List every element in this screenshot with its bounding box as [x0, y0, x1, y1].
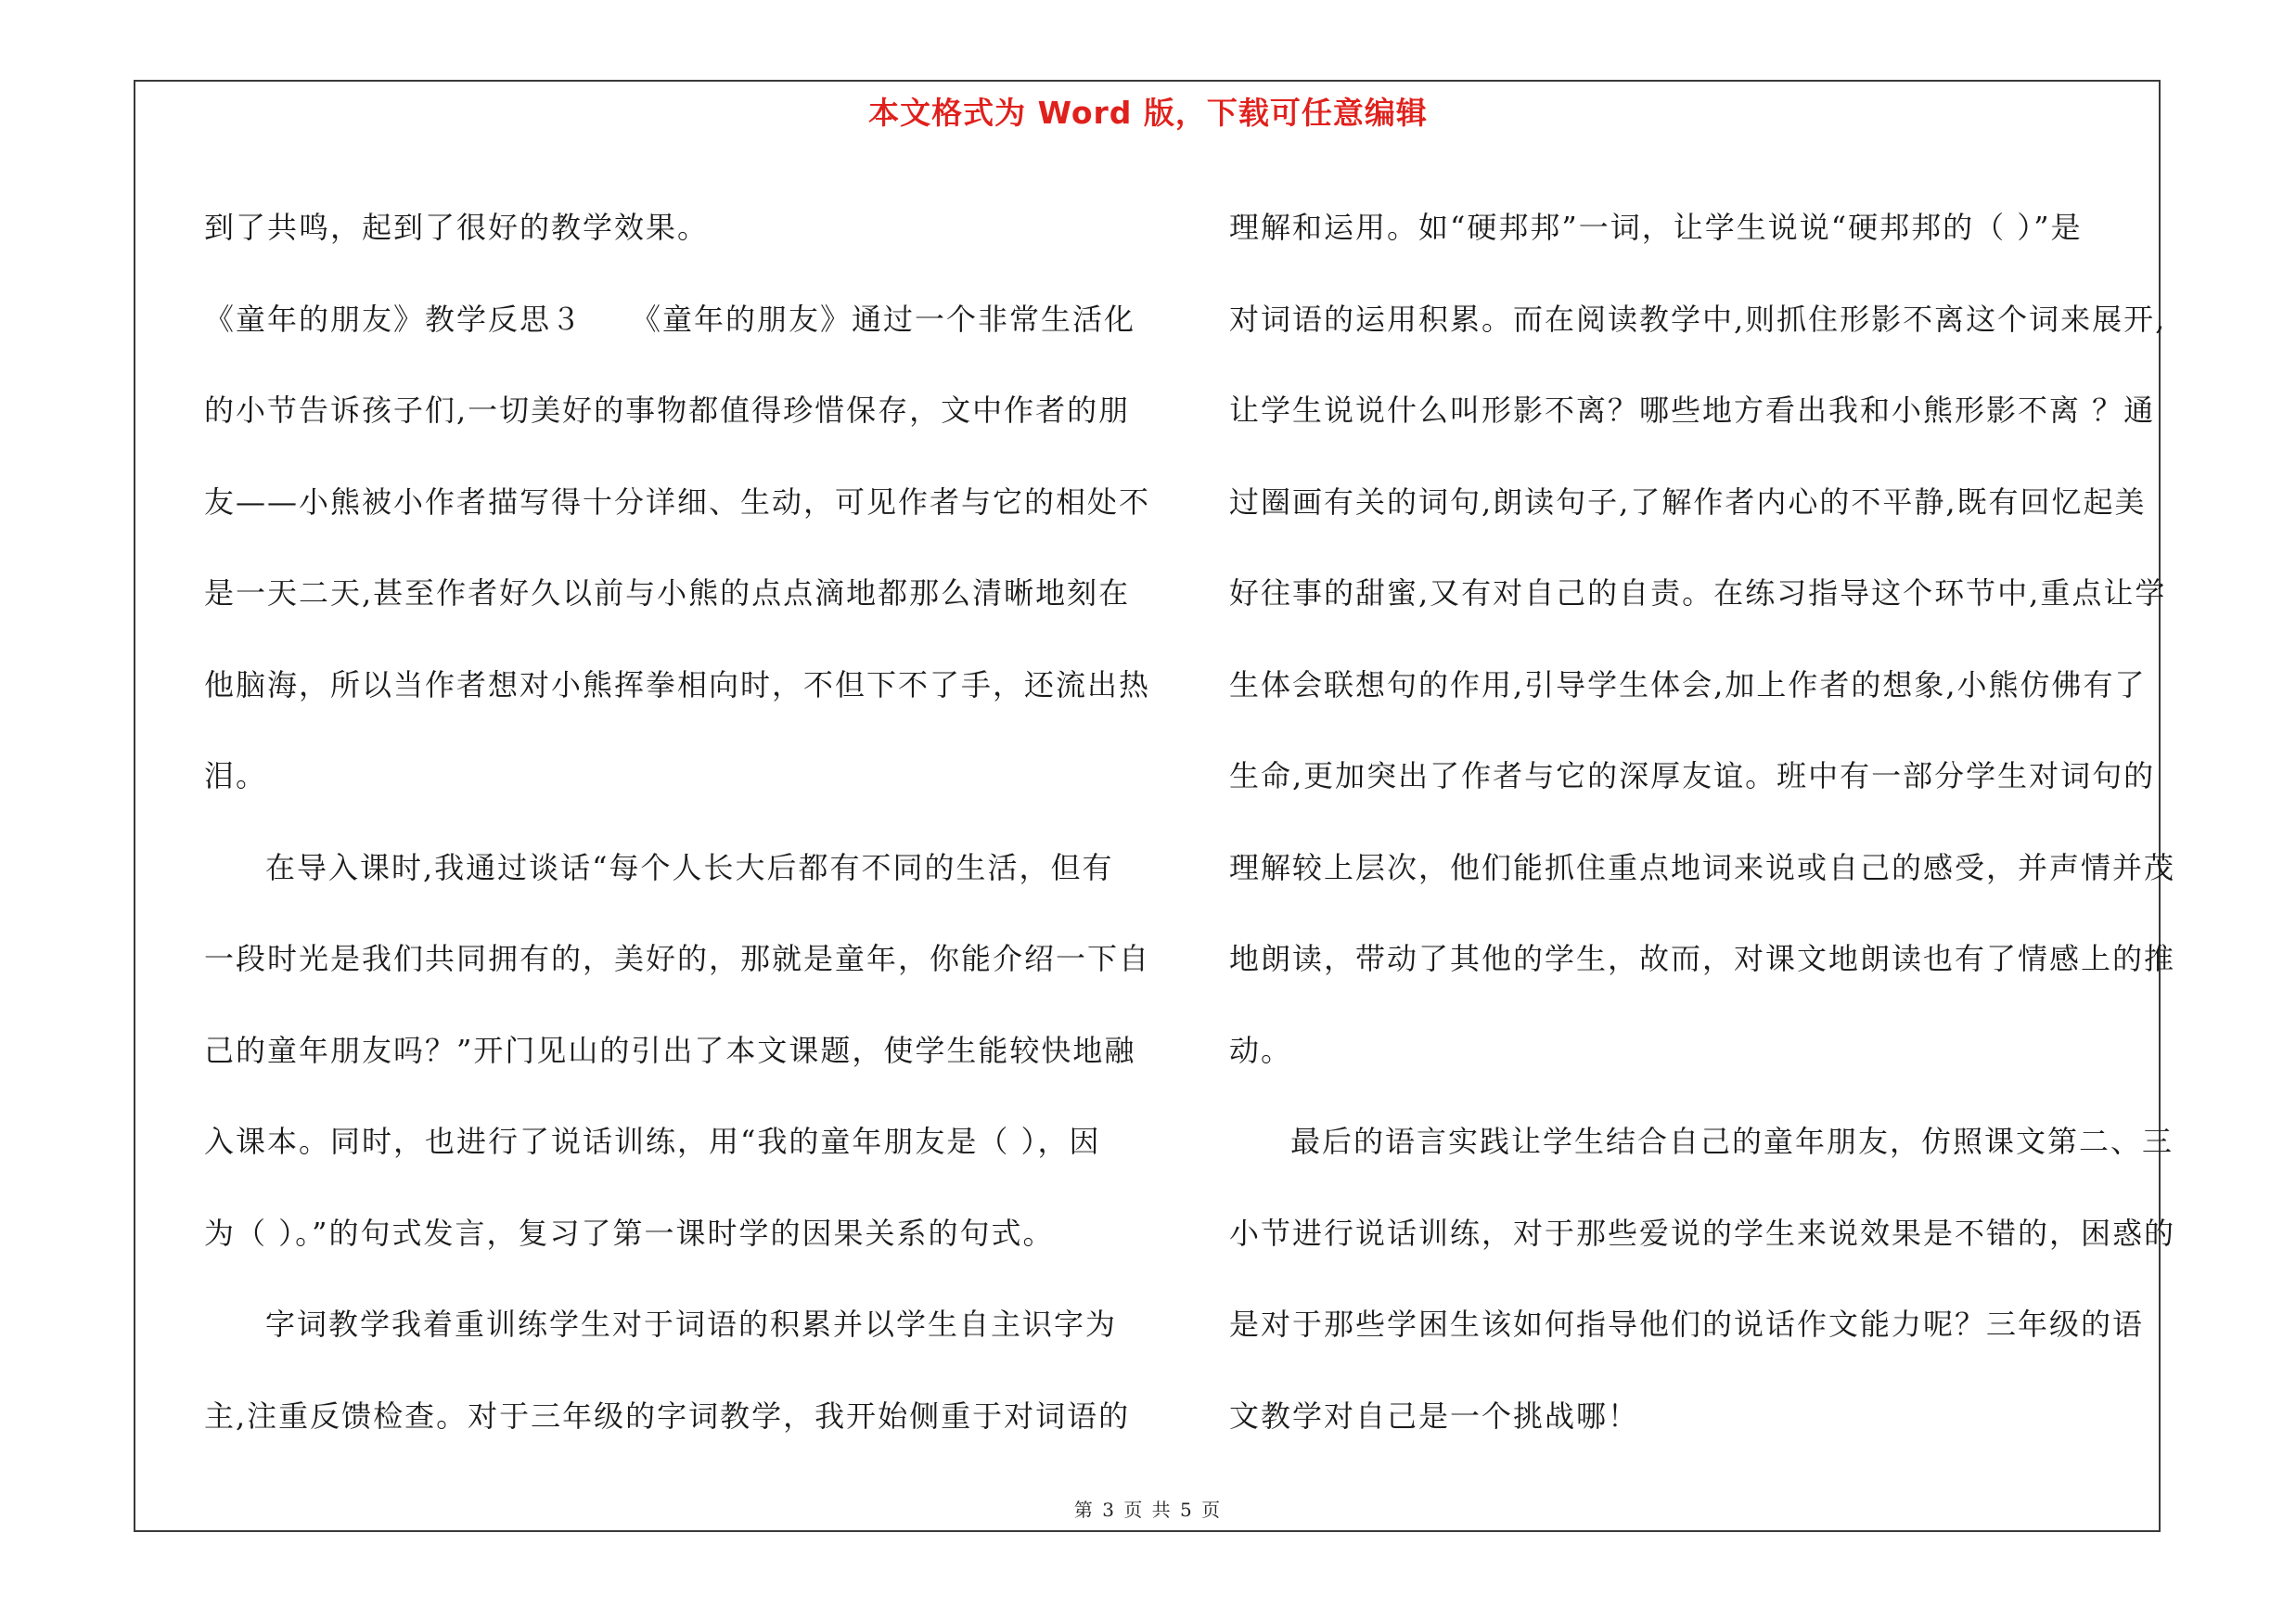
text-line: 理解和运用。如“硬邦邦”一词，让学生说说“硬邦邦的（ ）”是: [1229, 210, 2083, 245]
header-banner: 本文格式为 Word 版，下载可任意编辑: [868, 95, 1428, 131]
right-column: [1229, 182, 2176, 1462]
text-line: 主,注重反馈检查。对于三年级的字词教学，我开始侧重于对词语的: [204, 1398, 1131, 1434]
text-line: 到了共鸣，起到了很好的教学效果。: [204, 210, 710, 245]
text-line: 小节进行说话训练，对于那些爱说的学生来说效果是不错的，困惑的: [1229, 1215, 2176, 1251]
text-line: 的小节告诉孩子们,一切美好的事物都值得珍惜保存，文中作者的朋: [204, 393, 1131, 428]
text-line: 为（ ）。”的句式发言，复习了第一课时学的因果关系的句式。: [204, 1215, 1055, 1251]
text-line: 理解较上层次，他们能抓住重点地词来说或自己的感受，并声情并茂: [1229, 849, 2176, 885]
text-line: 是对于那些学困生该如何指导他们的说话作文能力呢？三年级的语: [1229, 1307, 2145, 1342]
left-column: [204, 182, 1151, 1462]
text-line: 在导入课时,我通过谈话“每个人长大后都有不同的生活，但有: [265, 849, 1114, 885]
text-line: 是一天二天,甚至作者好久以前与小熊的点点滴地都那么清晰地刻在: [204, 575, 1131, 611]
text-line: 过圈画有关的词句,朗读句子,了解作者内心的不平静,既有回忆起美: [1229, 483, 2147, 520]
text-line: 他脑海，所以当作者想对小熊挥拳相向时，不但下不了手，还流出热: [204, 666, 1151, 702]
text-line: 生体会联想句的作用,引导学生体会,加上作者的想象,小熊仿佛有了: [1229, 666, 2147, 702]
text-line: 己的童年朋友吗？”开门见山的引出了本文课题，使学生能较快地融: [204, 1032, 1136, 1068]
text-line: 友——小熊被小作者描写得十分详细、生动，可见作者与它的相处不: [204, 483, 1151, 520]
text-line: 动。: [1229, 1032, 1293, 1068]
text-line: 一段时光是我们共同拥有的，美好的，那就是童年，你能介绍一下自: [204, 941, 1151, 976]
text-line: 文教学对自己是一个挑战哪！: [1229, 1398, 1640, 1434]
text-line: 让学生说说什么叫形影不离？哪些地方看出我和小熊形影不离 ？通: [1229, 393, 2156, 428]
text-line: 对词语的运用积累。而在阅读教学中,则抓住形影不离这个词来展开,: [1229, 301, 2167, 337]
text-line: 入课本。同时，也进行了说话训练，用“我的童年朋友是（ ），因: [204, 1124, 1101, 1159]
text-line: 生命,更加突出了作者与它的深厚友谊。班中有一部分学生对词句的: [1229, 758, 2156, 793]
text-line: 《童年的朋友》教学反思３ 《童年的朋友》通过一个非常生活化: [204, 301, 1136, 337]
text-line: 好往事的甜蜜,又有对自己的自责。在练习指导这个环节中,重点让学: [1229, 575, 2167, 611]
text-line: 最后的语言实践让学生结合自己的童年朋友，仿照课文第二、三: [1290, 1124, 2174, 1159]
text-line: 字词教学我着重训练学生对于词语的积累并以学生自主识字为: [265, 1307, 1118, 1342]
text-line: 泪。: [204, 758, 268, 793]
page-number: 第 3 页 共 5 页: [1073, 1499, 1223, 1521]
text-line: 地朗读，带动了其他的学生，故而，对课文地朗读也有了情感上的推: [1229, 941, 2176, 976]
